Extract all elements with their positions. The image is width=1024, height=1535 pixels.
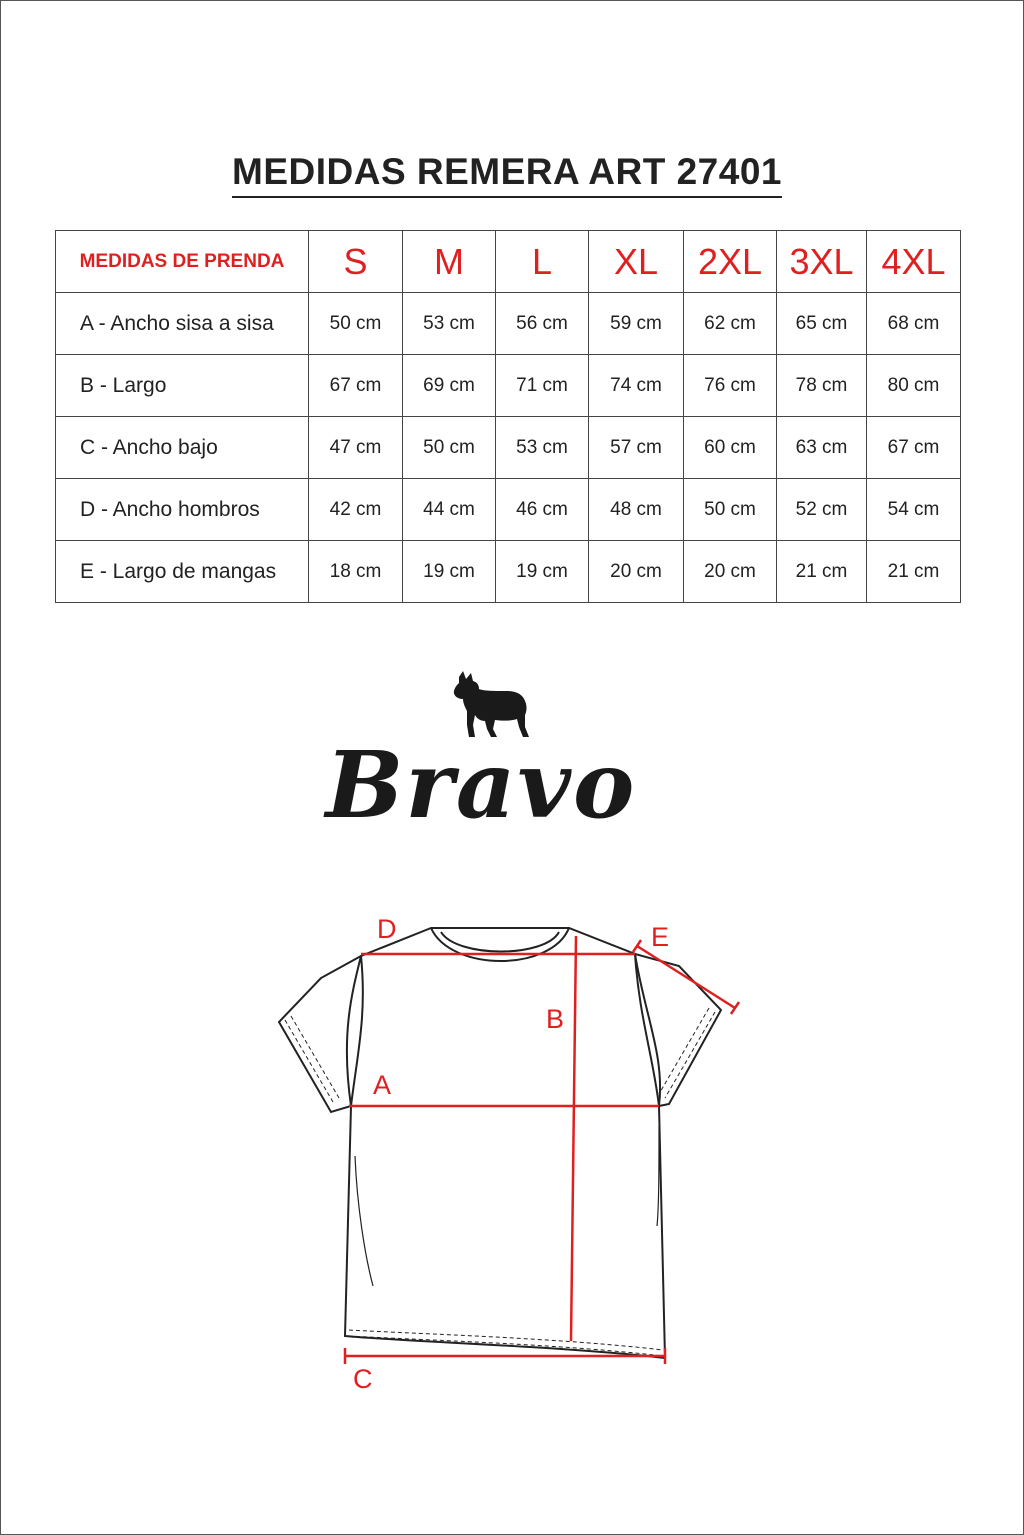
page-title-text: MEDIDAS REMERA ART 27401 bbox=[232, 151, 782, 198]
size-header: M bbox=[403, 231, 496, 293]
size-header: 3XL bbox=[777, 231, 867, 293]
table-cell: 57 cm bbox=[589, 417, 684, 479]
tshirt-right-sleeve bbox=[635, 954, 721, 1106]
size-header: L bbox=[496, 231, 589, 293]
tshirt-side-crease-left bbox=[355, 1156, 373, 1286]
table-cell: 20 cm bbox=[684, 541, 777, 603]
table-cell: 46 cm bbox=[496, 479, 589, 541]
table-cell: 80 cm bbox=[867, 355, 961, 417]
right-sleeve-stitch bbox=[665, 1012, 715, 1098]
table-row bbox=[56, 541, 961, 603]
right-sleeve-stitch bbox=[659, 1008, 709, 1094]
table-cell: 60 cm bbox=[684, 417, 777, 479]
tshirt-body-outline bbox=[345, 928, 665, 1358]
table-cell: 19 cm bbox=[496, 541, 589, 603]
table-cell: 56 cm bbox=[496, 293, 589, 355]
size-header: 2XL bbox=[684, 231, 777, 293]
table-cell: 48 cm bbox=[589, 479, 684, 541]
row-label: E - Largo de mangas bbox=[56, 541, 309, 603]
table-row bbox=[56, 293, 961, 355]
table-cell: 50 cm bbox=[403, 417, 496, 479]
label-d: D bbox=[377, 914, 397, 944]
table-cell: 21 cm bbox=[777, 541, 867, 603]
measure-line-e bbox=[637, 946, 735, 1008]
table-cell: 62 cm bbox=[684, 293, 777, 355]
table-cell: 53 cm bbox=[496, 417, 589, 479]
tshirt-left-sleeve bbox=[279, 956, 363, 1112]
table-cell: 59 cm bbox=[589, 293, 684, 355]
table-cell: 54 cm bbox=[867, 479, 961, 541]
table-cell: 42 cm bbox=[309, 479, 403, 541]
table-cell: 74 cm bbox=[589, 355, 684, 417]
measure-tick-e-start bbox=[633, 940, 641, 952]
table-cell: 50 cm bbox=[684, 479, 777, 541]
brand-logo bbox=[301, 671, 661, 839]
tshirt-collar-outer bbox=[431, 928, 569, 961]
table-cell: 63 cm bbox=[777, 417, 867, 479]
table-cell: 69 cm bbox=[403, 355, 496, 417]
measure-line-b bbox=[571, 936, 576, 1341]
table-header-label: MEDIDAS DE PRENDA bbox=[56, 231, 309, 293]
table-row bbox=[56, 417, 961, 479]
table-cell: 47 cm bbox=[309, 417, 403, 479]
size-header: 4XL bbox=[867, 231, 961, 293]
table-cell: 21 cm bbox=[867, 541, 961, 603]
size-header-row bbox=[56, 231, 961, 293]
tshirt-outline bbox=[279, 928, 721, 1358]
table-cell: 65 cm bbox=[777, 293, 867, 355]
table-cell: 50 cm bbox=[309, 293, 403, 355]
measurement-lines bbox=[345, 936, 739, 1364]
label-c: C bbox=[353, 1364, 373, 1394]
table-cell: 19 cm bbox=[403, 541, 496, 603]
left-sleeve-stitch bbox=[285, 1020, 333, 1102]
table-cell: 68 cm bbox=[867, 293, 961, 355]
table-cell: 52 cm bbox=[777, 479, 867, 541]
table-cell: 71 cm bbox=[496, 355, 589, 417]
label-e: E bbox=[651, 922, 670, 952]
label-a: A bbox=[373, 1070, 392, 1100]
row-label: C - Ancho bajo bbox=[56, 417, 309, 479]
table-cell: 53 cm bbox=[403, 293, 496, 355]
table-row bbox=[56, 479, 961, 541]
brand-logo-text: Bravo bbox=[325, 731, 637, 839]
size-header: XL bbox=[589, 231, 684, 293]
measurement-labels bbox=[353, 914, 669, 1394]
table-cell: 67 cm bbox=[309, 355, 403, 417]
tshirt-measurement-diagram bbox=[261, 906, 761, 1406]
tshirt-side-crease-right bbox=[657, 1126, 659, 1226]
size-header: S bbox=[309, 231, 403, 293]
table-row bbox=[56, 355, 961, 417]
table-cell: 44 cm bbox=[403, 479, 496, 541]
row-label: B - Largo bbox=[56, 355, 309, 417]
row-label: D - Ancho hombros bbox=[56, 479, 309, 541]
row-label: A - Ancho sisa a sisa bbox=[56, 293, 309, 355]
table-cell: 78 cm bbox=[777, 355, 867, 417]
table-cell: 67 cm bbox=[867, 417, 961, 479]
page-title bbox=[1, 151, 1013, 193]
tshirt-collar-inner bbox=[441, 932, 559, 952]
measure-tick-e-end bbox=[731, 1002, 739, 1014]
label-b: B bbox=[546, 1004, 565, 1034]
table-cell: 76 cm bbox=[684, 355, 777, 417]
table-cell: 18 cm bbox=[309, 541, 403, 603]
table-cell: 20 cm bbox=[589, 541, 684, 603]
size-table bbox=[55, 230, 961, 603]
